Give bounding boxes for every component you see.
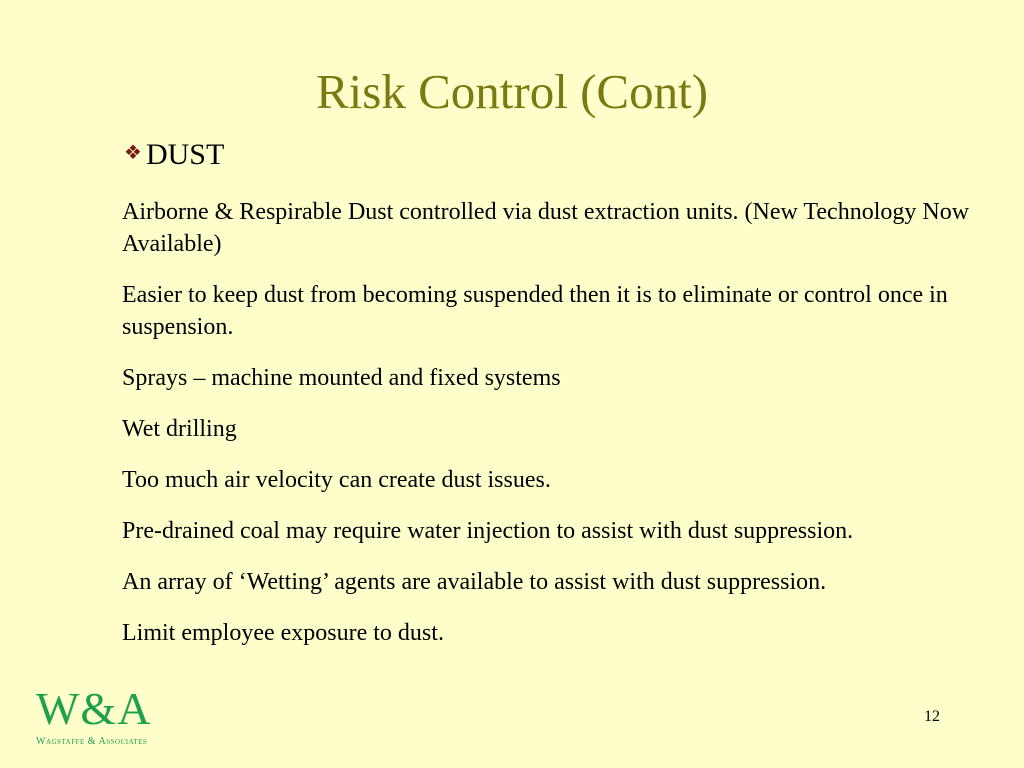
section-heading xyxy=(124,136,224,174)
body-paragraph: An array of ‘Wetting’ agents are available to assist with dust suppression. xyxy=(122,569,827,595)
body-paragraph: Too much air velocity can create dust issues. xyxy=(122,467,551,493)
section-heading-label: DUST xyxy=(145,138,225,171)
slide-title: Risk Control (Cont) xyxy=(315,64,709,119)
company-logo xyxy=(36,684,151,748)
body-paragraph: Pre-drained coal may require water injection to assist with dust suppression. xyxy=(122,518,854,544)
logo-mark: W&A xyxy=(36,683,152,734)
diamond-bullet-icon: ❖ xyxy=(124,142,142,164)
logo-subtitle: Wagstaffe & Associates xyxy=(36,736,148,747)
slide-body xyxy=(122,196,972,668)
body-paragraph: Airborne & Respirable Dust controlled via dust extraction units. (New Technology Now Available) xyxy=(122,199,970,257)
body-paragraph: Limit employee exposure to dust. xyxy=(122,620,444,646)
body-paragraph: Wet drilling xyxy=(122,416,237,442)
body-paragraph: Easier to keep dust from becoming suspended then it is to eliminate or control once in suspension. xyxy=(122,282,948,340)
body-paragraph: Sprays – machine mounted and fixed systems xyxy=(122,365,561,391)
page-number: 12 xyxy=(924,708,940,725)
